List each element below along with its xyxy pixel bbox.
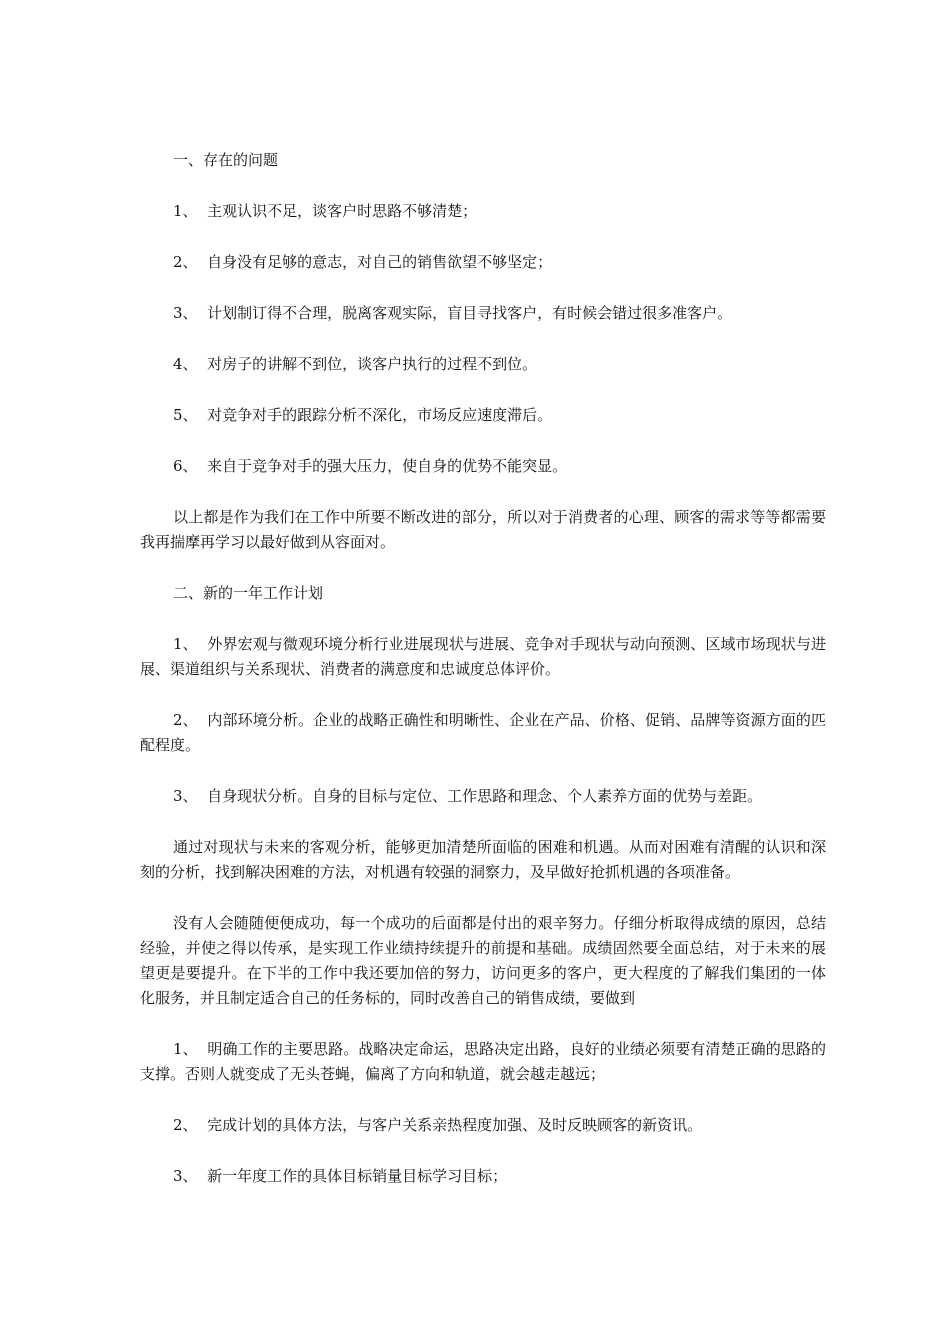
improvement-paragraph: 以上都是作为我们在工作中所要不断改进的部分，所以对于消费者的心理、顾客的需求等等都需要我再揣摩再学习以最好做到从容面对。	[140, 508, 826, 551]
problem-item-6: 6、 来自于竞争对手的强大压力，使自身的优势不能突显。	[173, 457, 568, 475]
success-paragraph: 没有人会随随便便成功，每一个成功的后面都是付出的艰辛努力。仔细分析取得成绩的原因，总结经验，并使之得以传承，是实现工作业绩持续提升的前提和基础。成绩固然要全面总结，对于未来的展望更是要提升。在下半的工作中我还要加倍的努力，访问更多的客户，更大程度的了解我们集团的一体化服务，并且制定适合自己的任务标的，同时改善自己的销售成绩，要做到	[140, 914, 826, 1007]
plan-item-1: 1、 外界宏观与微观环境分析行业进展现状与进展、竞争对手现状与动向预测、区域市场现状与进展、渠道组织与关系现状、消费者的满意度和忠诚度总体评价。	[140, 635, 826, 678]
goal-item-2: 2、 完成计划的具体方法，与客户关系亲热程度加强、及时反映顾客的新资讯。	[173, 1116, 703, 1134]
problem-item-4: 4、 对房子的讲解不到位，谈客户执行的过程不到位。	[173, 355, 538, 373]
problem-item-1: 1、 主观认识不足，谈客户时思路不够清楚；	[173, 202, 478, 220]
goal-item-1: 1、 明确工作的主要思路。战略决定命运，思路决定出路，良好的业绩必须要有清楚正确的思路的支撑。否则人就变成了无头苍蝇，偏离了方向和轨道，就会越走越远；	[140, 1040, 826, 1083]
analysis-paragraph: 通过对现状与未来的客观分析，能够更加清楚所面临的困难和机遇。从而对困难有清醒的认识和深刻的分析，找到解决困难的方法，对机遇有较强的洞察力，及早做好抢抓机遇的各项准备。	[140, 838, 826, 881]
problem-item-5: 5、 对竞争对手的跟踪分析不深化，市场反应速度滞后。	[173, 406, 553, 424]
problem-item-2: 2、 自身没有足够的意志，对自己的销售欲望不够坚定；	[173, 253, 553, 271]
section-heading-problems: 一、存在的问题	[173, 151, 279, 169]
goal-item-3: 3、 新一年度工作的具体目标销量目标学习目标；	[173, 1167, 508, 1185]
document-body	[140, 148, 826, 1215]
plan-item-2: 2、 内部环境分析。企业的战略正确性和明晰性、企业在产品、价格、促销、品牌等资源方面的匹配程度。	[140, 711, 826, 754]
plan-item-3: 3、 自身现状分析。自身的目标与定位、工作思路和理念、个人素养方面的优势与差距。	[173, 787, 763, 805]
problem-item-3: 3、 计划制订得不合理，脱离客观实际，盲目寻找客户，有时候会错过很多准客户。	[173, 304, 733, 322]
section-heading-plan: 二、新的一年工作计划	[173, 584, 324, 602]
